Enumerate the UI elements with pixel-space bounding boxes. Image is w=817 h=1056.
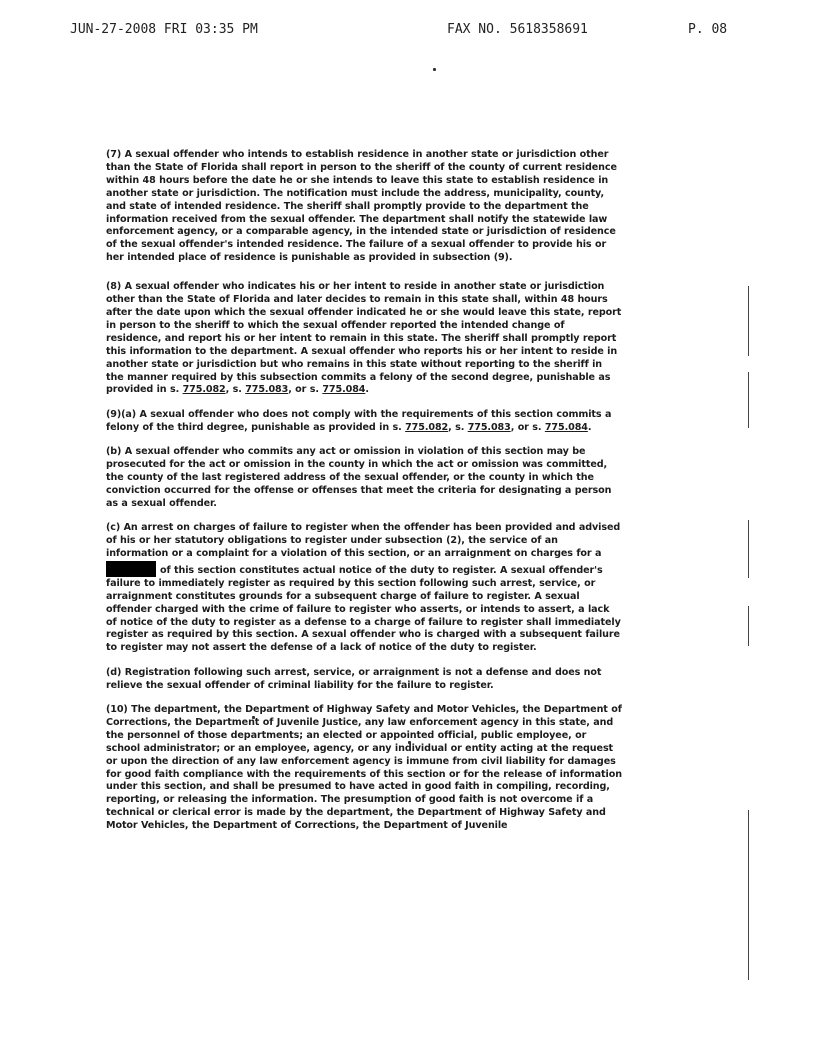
paragraph-9a-text: (9)(a) A sexual offender who does not comply with the requirements of this section commits a felony of the third degree, punishable as provided in s. — [106, 408, 612, 433]
paragraph-9a — [106, 409, 622, 435]
citation-end: . — [587, 421, 592, 433]
citation-end: . — [365, 384, 369, 396]
paragraph-9b: (b) A sexual offender who commits any act or omission in violation of this section may be prosecuted for the act or omission in the county in which the act or omission was committed, the county of the last registered address of the sexual offender, or the county in which the conviction occurred for the offense or offenses that meet the criteria for designating a person as a sexual offender. — [106, 446, 612, 509]
statute-text — [106, 149, 622, 845]
citation-link[interactable]: 775.084 — [544, 421, 588, 433]
fax-header — [0, 22, 817, 42]
citation-link[interactable]: 775.083 — [467, 421, 511, 433]
paragraph-7: (7) A sexual offender who intends to establish residence in another state or jurisdiction other than the State of Florida shall report in person to the sheriff of the county of current residence within 48 hours before the date he or she intends to leave this state to establish residence in another state or jurisdiction. The notification must include the address, municipality, county, and state of intended residence. The sheriff shall promptly provide to the department the information received from the sexual offender. The department shall notify the statewide law enforcement agency, or a comparable agency, in the intended state or jurisdiction of residence of the sexual offender's intended residence. The failure of a sexual offender to provide his or her intended place of residence is punishable as provided in subsection (9). — [106, 149, 617, 264]
citation-separator: , or s. — [510, 421, 545, 433]
citation-link[interactable]: 775.082 — [182, 384, 226, 396]
citation-link[interactable]: 775.084 — [322, 384, 366, 396]
citation-separator: , s. — [448, 421, 468, 433]
scan-margin-line — [748, 520, 749, 578]
fax-date-time: JUN-27-2008 FRI 03:35 PM — [70, 22, 258, 37]
paragraph-10: (10) The department, the Department of Highway Safety and Motor Vehicles, the Department of Corrections, the Department of Juvenile Justice, any law enforcement agency in this state, and the personnel of those departments; an elected or appointed official, public employee, or school administrator; or an employee, agency, or any individual or entity acting at the request or upon the direction of any law enforcement agency is immune from civil liability for damages for good faith compliance with the requirements of this section or for the release of information under this section, and shall be presumed to have acted in good faith in compiling, recording, reporting, or releasing the information. The presumption of good faith is not overcome if a technical or clerical error is made by the department, the Department of Highway Safety and Motor Vehicles, the Department of Corrections, the Department of Juvenile — [106, 704, 622, 832]
citation-link[interactable]: 775.083 — [245, 384, 289, 396]
paragraph-9c-rest: of this section constitutes actual notice of the duty to register. A sexual offender's failure to immediately register as required by this section following such arrest, service, or arraignment constitutes grounds for a subsequent charge of failure to register. A sexual offender charged with the crime of failure to register who asserts, or intends to assert, a lack of notice of the duty to register as a defense to a charge of failure to register shall immediately register as required by this section. A sexual offender who is charged with a subsequent failure to register may not assert the defense of a lack of notice of the duty to register. — [106, 564, 621, 654]
citation-separator: , s. — [225, 384, 246, 396]
scan-speck — [433, 68, 436, 71]
paragraph-8 — [106, 281, 622, 397]
scan-margin-line — [748, 286, 749, 356]
paragraph-9c — [106, 522, 622, 655]
citation-link[interactable]: 775.082 — [405, 421, 449, 433]
fax-page-number: P. 08 — [688, 22, 728, 37]
citation-separator: , or s. — [288, 384, 323, 396]
scan-margin-line — [748, 810, 749, 980]
redaction-block — [106, 561, 156, 577]
paragraph-9d: (d) Registration following such arrest, service, or arraignment is not a defense and does not relieve the sexual offender of criminal liability for the failure to register. — [106, 666, 602, 691]
scan-margin-line — [748, 606, 749, 646]
paragraph-9c-start: (c) An arrest on charges of failure to register when the offender has been provided and advised of his or her statutory obligations to register under subsection (2), the service of an information or a complaint for a violation of this section, or an arraignment on charges for a — [106, 522, 621, 559]
paragraph-8-text: (8) A sexual offender who indicates his or her intent to reside in another state or jurisdiction other than the State of Florida and later decides to remain in this state shall, within 48 hours after the date upon which the sexual offender indicated he or she would leave this state, report in person to the sheriff to which the sexual offender reported the intended change of residence, and report his or her intent to remain in this state. The sheriff shall promptly report this information to the department. A sexual offender who reports his or her intent to reside in another state or jurisdiction but who remains in this state without reporting to the sheriff in the manner required by this subsection commits a felony of the second degree, punishable as provided in s. — [106, 281, 622, 396]
scan-margin-line — [748, 372, 749, 428]
fax-number: FAX NO. 5618358691 — [447, 22, 588, 37]
